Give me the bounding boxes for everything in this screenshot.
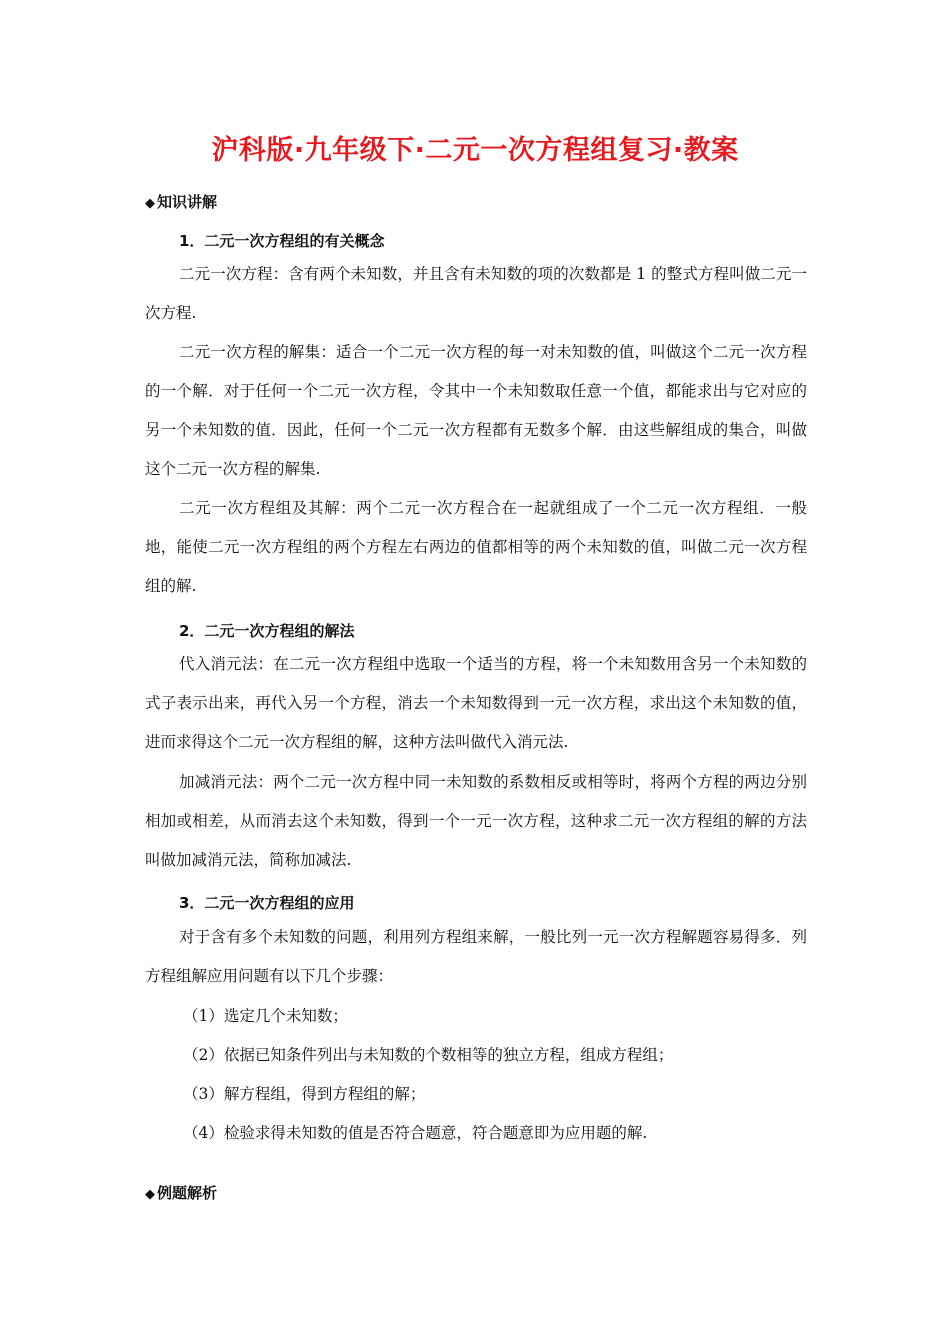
step-item: （2）依据已知条件列出与未知数的个数相等的独立方程，组成方程组； xyxy=(183,1046,674,1064)
step-item: （3）解方程组，得到方程组的解； xyxy=(183,1085,426,1103)
paragraph-substitution: 代入消元法：在二元一次方程组中选取一个适当的方程，将一个未知数用含另一个未知数的式子表示出来，再代入另一个方程，消去一个未知数得到一元一次方程，求出这个未知数的值，进而求得这个二元一次方程组的解，这种方法叫做代入消元法. xyxy=(145,655,807,751)
diamond-icon: ◆ xyxy=(145,196,155,211)
step-item: （4）检验求得未知数的值是否符合题意，符合题意即为应用题的解. xyxy=(183,1124,648,1142)
step-item: （1）选定几个未知数； xyxy=(183,1007,348,1025)
section-heading-label: 知识讲解 xyxy=(157,193,218,211)
section-heading-knowledge xyxy=(145,191,217,212)
paragraph-system-solution: 二元一次方程组及其解：两个二元一次方程合在一起就组成了一个二元一次方程组．一般地，能使二元一次方程组的两个方程左右两边的值都相等的两个未知数的值，叫做二元一次方程组的解. xyxy=(145,499,807,595)
document-title: 沪科版·九年级下·二元一次方程组复习·教案 xyxy=(211,135,739,166)
paragraph-elimination: 加减消元法：两个二元一次方程中同一未知数的系数相反或相等时，将两个方程的两边分别相加或相差，从而消去这个未知数，得到一个一元一次方程，这种求二元一次方程组的解的方法叫做加减消元法，简称加减法. xyxy=(145,773,807,869)
paragraph-application-intro: 对于含有多个未知数的问题，利用列方程组来解，一般比列一元一次方程解题容易得多．列方程组解应用问题有以下几个步骤： xyxy=(145,928,807,985)
subheading-methods: 2．二元一次方程组的解法 xyxy=(179,622,355,640)
subheading-concepts: 1．二元一次方程组的有关概念 xyxy=(179,232,385,250)
section-heading-label: 例题解析 xyxy=(157,1184,218,1202)
section-heading-examples xyxy=(145,1182,217,1203)
diamond-icon: ◆ xyxy=(145,1187,155,1202)
subheading-applications: 3．二元一次方程组的应用 xyxy=(179,894,355,912)
paragraph-definition: 二元一次方程：含有两个未知数，并且含有未知数的项的次数都是 1 的整式方程叫做二元一次方程. xyxy=(145,265,807,322)
paragraph-solution-set: 二元一次方程的解集：适合一个二元一次方程的每一对未知数的值，叫做这个二元一次方程的一个解．对于任何一个二元一次方程，令其中一个未知数取任意一个值，都能求出与它对应的另一个未知数的值．因此，任何一个二元一次方程都有无数多个解．由这些解组成的集合，叫做这个二元一次方程的解集. xyxy=(145,343,807,478)
